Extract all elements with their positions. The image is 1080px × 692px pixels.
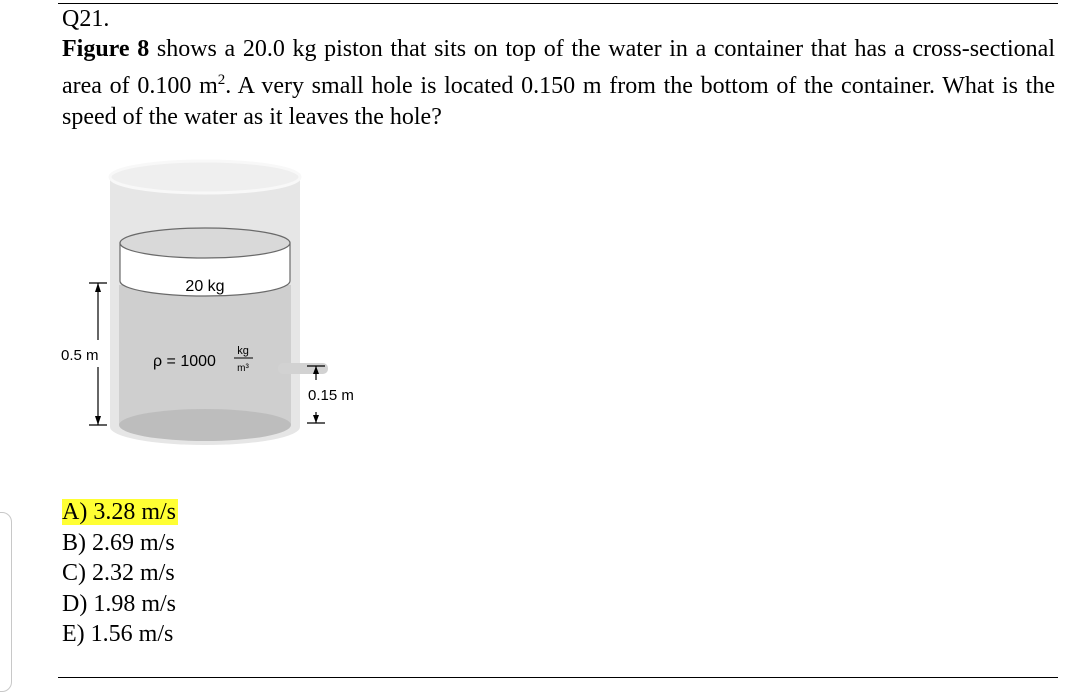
piston-label: 20 kg xyxy=(185,278,225,295)
answer-choices xyxy=(62,497,178,650)
choice-e[interactable] xyxy=(62,619,178,650)
hole-spout xyxy=(278,363,328,374)
choice-d[interactable] xyxy=(62,589,178,620)
question-text-part1: shows a 20.0 kg piston that sits on top of the water in a container that has a cross-sectional area of 0.100 m xyxy=(62,36,1055,99)
choice-b[interactable] xyxy=(62,528,178,559)
question-text-part2: . A very small hole is located 0.150 m from the bottom of the container. What is the speed of the water as it leaves the hole? xyxy=(62,73,1055,130)
top-rule xyxy=(58,3,1058,4)
density-label: ρ = 1000 xyxy=(153,353,216,370)
height-arrow-up xyxy=(95,283,101,292)
density-unit-denominator: m³ xyxy=(237,363,249,374)
piston-top xyxy=(120,228,290,258)
figure-container-diagram xyxy=(55,155,375,455)
height-arrow-down xyxy=(95,416,101,425)
choice-b-text: B) 2.69 m/s xyxy=(62,529,175,556)
choice-a-text: A) 3.28 m/s xyxy=(62,499,176,525)
bottom-rule xyxy=(58,677,1058,678)
container-rim xyxy=(110,161,300,193)
hole-label: 0.15 m xyxy=(308,387,354,404)
question-text-superscript: 2 xyxy=(217,72,226,88)
question-number: Q21. xyxy=(62,6,110,32)
water-bottom xyxy=(119,409,291,441)
choice-c-text: C) 2.32 m/s xyxy=(62,560,175,586)
choice-a[interactable] xyxy=(62,497,178,528)
choice-c[interactable] xyxy=(62,558,178,589)
container-diagram xyxy=(55,155,375,455)
side-panel-edge xyxy=(0,512,12,692)
height-label: 0.5 m xyxy=(61,347,99,364)
question-text xyxy=(62,34,1055,133)
figure-reference: Figure 8 xyxy=(62,36,150,62)
choice-d-text: D) 1.98 m/s xyxy=(62,590,176,617)
density-unit-numerator: kg xyxy=(237,345,249,357)
hole-arrow-down xyxy=(313,415,319,423)
choice-e-text: E) 1.56 m/s xyxy=(62,621,174,647)
